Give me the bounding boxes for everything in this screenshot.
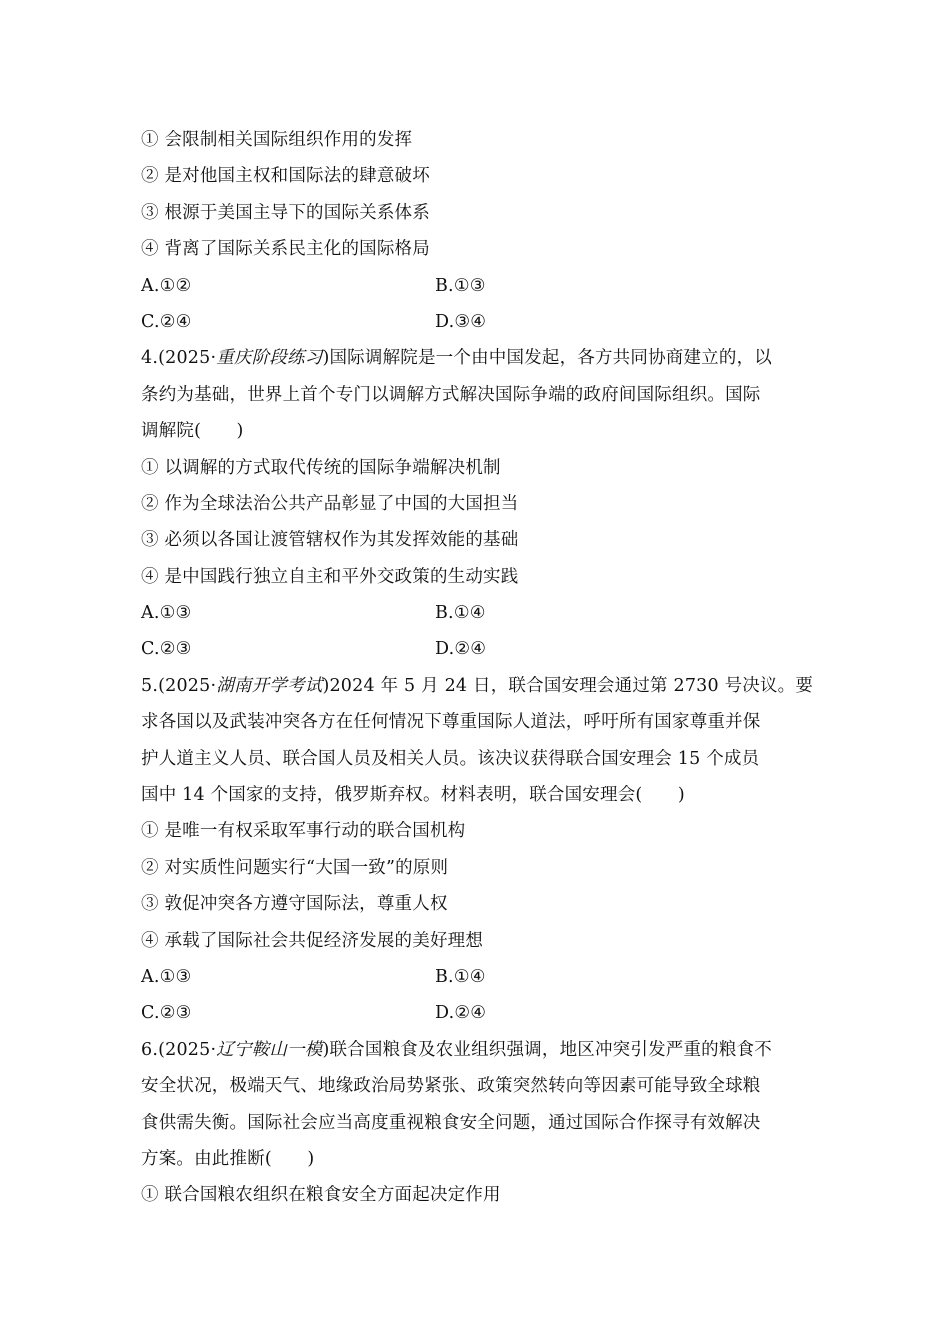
question-3: [141, 122, 813, 340]
question-6: [141, 1032, 813, 1214]
q6-stem-line-1: [141, 1032, 813, 1068]
q5-stem-line-3: 护人道主义人员、联合国人员及相关人员。该决议获得联合国安理会 15 个成员: [141, 748, 760, 769]
q5-stem-line-2: 求各国以及武装冲突各方在任何情况下尊重国际人道法，呼吁所有国家尊重并保: [141, 712, 761, 733]
q6-stem-line-2: 安全状况，极端天气、地缘政治局势紧张、政策突然转向等因素可能导致全球粮: [141, 1076, 761, 1097]
q3-options-row-2: [141, 304, 813, 340]
q4-item-2: ② 作为全球法治公共产品彰显了中国的大国担当: [141, 493, 519, 514]
q5-option-d[interactable]: D.②④: [435, 1003, 487, 1024]
q5-option-b[interactable]: B.①④: [435, 966, 486, 987]
q4-option-a[interactable]: A.①③: [141, 603, 192, 624]
q5-item-3: ③ 敦促冲突各方遵守国际法，尊重人权: [141, 894, 448, 915]
q4-option-c[interactable]: C.②③: [141, 639, 192, 660]
q4-options-row-1: [141, 595, 813, 631]
question-5: [141, 668, 813, 1032]
q4-item-1: ① 以调解的方式取代传统的国际争端解决机制: [141, 457, 501, 478]
document-page: [141, 122, 813, 1214]
q3-option-b[interactable]: B.①③: [435, 275, 486, 296]
q5-item-2: ② 对实质性问题实行“大国一致”的原则: [141, 857, 449, 878]
q3-item-4: ④ 背离了国际关系民主化的国际格局: [141, 239, 430, 260]
q5-stem-text-1: )2024 年 5 月 24 日，联合国安理会通过第 2730 号决议。要: [322, 675, 814, 696]
q6-stem-text-1: )联合国粮食及农业组织强调，地区冲突引发严重的粮食不: [322, 1039, 772, 1060]
q6-stem-line-3: 食供需失衡。国际社会应当高度重视粮食安全问题，通过国际合作探寻有效解决: [141, 1112, 761, 1133]
q5-source: 湖南开学考试: [216, 675, 323, 696]
q5-number: 5.(2025·: [141, 675, 217, 696]
q3-item-2: ② 是对他国主权和国际法的肆意破坏: [141, 166, 430, 187]
q5-option-c[interactable]: C.②③: [141, 1003, 192, 1024]
q4-stem-line-2: 条约为基础，世界上首个专门以调解方式解决国际争端的政府间国际组织。国际: [141, 384, 761, 405]
q4-item-4: ④ 是中国践行独立自主和平外交政策的生动实践: [141, 566, 519, 587]
q4-stem-line-3: 调解院( ): [141, 421, 244, 442]
q4-option-d[interactable]: D.②④: [435, 639, 487, 660]
q5-stem-line-4: 国中 14 个国家的支持，俄罗斯弃权。材料表明，联合国安理会( ): [141, 785, 685, 806]
q6-stem-line-4: 方案。由此推断( ): [141, 1148, 315, 1169]
q5-item-4: ④ 承载了国际社会共促经济发展的美好理想: [141, 930, 484, 951]
q4-option-b[interactable]: B.①④: [435, 603, 486, 624]
q3-option-a[interactable]: A.①②: [141, 275, 192, 296]
q4-stem-text-1: )国际调解院是一个由中国发起，各方共同协商建立的，以: [322, 348, 772, 369]
q6-item-1: ① 联合国粮农组织在粮食安全方面起决定作用: [141, 1185, 501, 1206]
question-4: [141, 340, 813, 668]
q5-option-a[interactable]: A.①③: [141, 966, 192, 987]
q5-stem-line-1: [141, 668, 813, 704]
q4-source: 重庆阶段练习: [216, 348, 323, 369]
q4-options-row-2: [141, 631, 813, 667]
q4-stem-line-1: [141, 340, 813, 376]
q5-item-1: ① 是唯一有权采取军事行动的联合国机构: [141, 821, 466, 842]
q3-option-c[interactable]: C.②④: [141, 311, 192, 332]
q4-item-3: ③ 必须以各国让渡管辖权作为其发挥效能的基础: [141, 530, 519, 551]
q6-source: 辽宁鞍山一模: [216, 1039, 323, 1060]
q5-options-row-1: [141, 959, 813, 995]
q3-item-1: ① 会限制相关国际组织作用的发挥: [141, 130, 413, 150]
q5-options-row-2: [141, 995, 813, 1031]
q3-options-row-1: [141, 268, 813, 304]
q3-item-3: ③ 根源于美国主导下的国际关系体系: [141, 202, 430, 223]
q3-option-d[interactable]: D.③④: [435, 311, 487, 332]
q6-number: 6.(2025·: [141, 1039, 217, 1060]
q4-number: 4.(2025·: [141, 348, 217, 369]
